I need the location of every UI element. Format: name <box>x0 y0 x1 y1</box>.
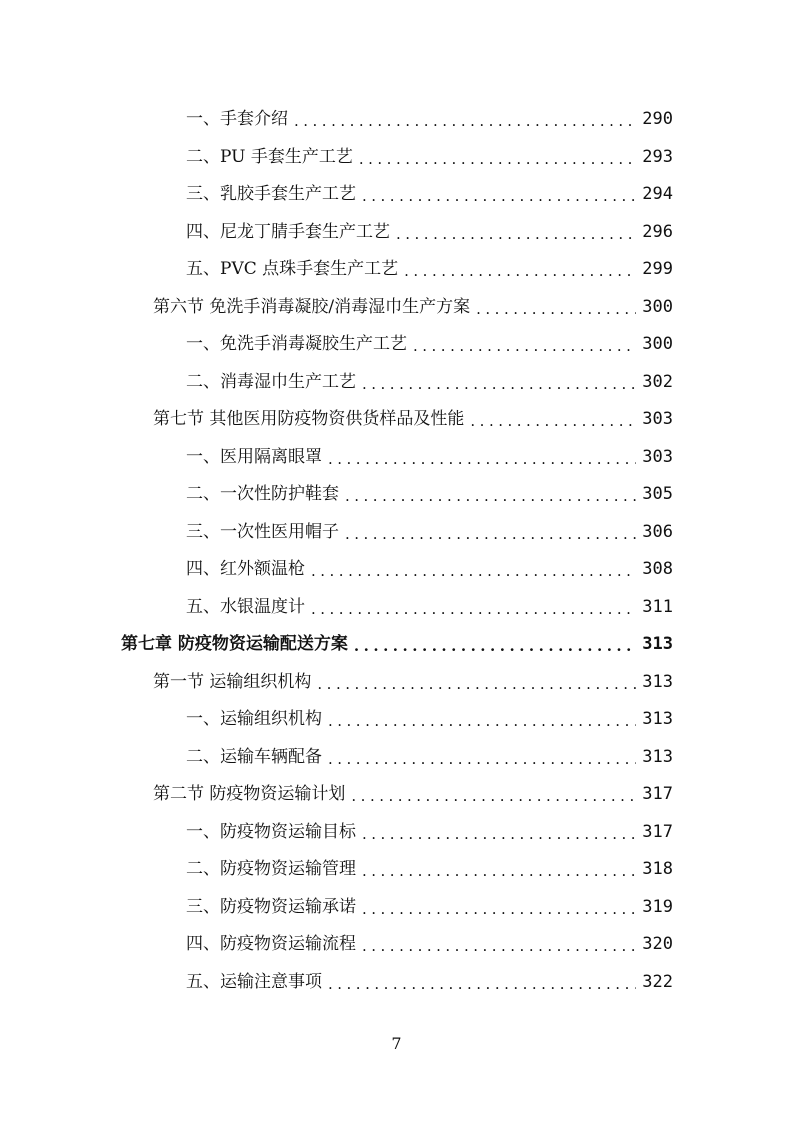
toc-entry[interactable] <box>0 814 793 852</box>
dot-leader <box>311 564 636 579</box>
dot-leader <box>476 302 636 317</box>
dot-leader <box>351 789 636 804</box>
toc-entry-label: 一、手套介绍 <box>186 109 288 130</box>
toc-entry-page: 319 <box>642 896 673 917</box>
toc-entry-label: 三、防疫物资运输承诺 <box>186 896 356 917</box>
toc-entry[interactable] <box>0 776 793 814</box>
dot-leader <box>413 339 636 354</box>
toc-entry-label: 五、PVC 点珠手套生产工艺 <box>186 259 399 280</box>
dot-leader <box>328 714 636 729</box>
dot-leader <box>362 827 636 842</box>
toc-chapter-entry[interactable] <box>0 626 793 664</box>
toc-entry-label: 一、医用隔离眼罩 <box>186 446 322 467</box>
toc-entry-label: 一、运输组织机构 <box>186 709 322 730</box>
page-number: 7 <box>391 1034 402 1053</box>
toc-entry-page: 302 <box>642 371 673 392</box>
toc-entry[interactable] <box>0 139 793 177</box>
toc-entry-label: 第七节 其他医用防疫物资供货样品及性能 <box>153 409 465 430</box>
toc-entry[interactable] <box>0 589 793 627</box>
toc-entry[interactable] <box>0 401 793 439</box>
dot-leader <box>359 152 636 167</box>
toc-entry-label: 二、消毒湿巾生产工艺 <box>186 371 356 392</box>
toc-entry-page: 308 <box>642 559 673 580</box>
toc-entry[interactable] <box>0 101 793 139</box>
toc-entry-label: 一、防疫物资运输目标 <box>186 821 356 842</box>
dot-leader <box>396 227 636 242</box>
dot-leader <box>362 939 636 954</box>
toc-entry-page: 322 <box>642 971 673 992</box>
toc-entry-page: 296 <box>642 221 673 242</box>
dot-leader <box>470 414 636 429</box>
dot-leader <box>362 377 636 392</box>
toc-entry-page: 303 <box>642 446 673 467</box>
toc-entry-label: 一、免洗手消毒凝胶生产工艺 <box>186 334 407 355</box>
dot-leader <box>317 677 636 692</box>
dot-leader <box>362 189 636 204</box>
toc-entry-label: 四、尼龙丁腈手套生产工艺 <box>186 221 390 242</box>
toc-entry-page: 318 <box>642 859 673 880</box>
toc-entry[interactable] <box>0 251 793 289</box>
dot-leader <box>354 639 636 654</box>
toc-entry-page: 311 <box>642 596 673 617</box>
dot-leader <box>345 527 636 542</box>
dot-leader <box>328 452 636 467</box>
toc-entry[interactable] <box>0 964 793 1002</box>
toc-entry-label: 二、一次性防护鞋套 <box>186 484 339 505</box>
toc-entry-page: 290 <box>642 109 673 130</box>
toc-entry-label: 五、水银温度计 <box>186 596 305 617</box>
dot-leader <box>328 752 636 767</box>
toc-entry-page: 313 <box>642 671 673 692</box>
toc-entry-label: 第一节 运输组织机构 <box>153 671 312 692</box>
toc-entry-label: 三、乳胶手套生产工艺 <box>186 184 356 205</box>
toc-entry-label: 二、防疫物资运输管理 <box>186 859 356 880</box>
toc-entry-label: 第二节 防疫物资运输计划 <box>153 784 346 805</box>
toc-entry-label: 二、PU 手套生产工艺 <box>186 146 353 167</box>
toc-entry-label: 五、运输注意事项 <box>186 971 322 992</box>
toc-entry-page: 303 <box>642 409 673 430</box>
toc-entry[interactable] <box>0 926 793 964</box>
toc-entry-label: 四、红外额温枪 <box>186 559 305 580</box>
toc-entry[interactable] <box>0 851 793 889</box>
toc-entry-label: 第六节 免洗手消毒凝胶/消毒湿巾生产方案 <box>153 296 471 317</box>
toc-entry-label: 三、一次性医用帽子 <box>186 521 339 542</box>
toc-entry[interactable] <box>0 889 793 927</box>
dot-leader <box>328 977 636 992</box>
toc-entry[interactable] <box>0 326 793 364</box>
dot-leader <box>345 489 636 504</box>
toc-entry[interactable] <box>0 739 793 777</box>
toc-entry-page: 305 <box>642 484 673 505</box>
dot-leader <box>294 114 636 129</box>
dot-leader <box>404 264 636 279</box>
toc-entry-label: 第七章 防疫物资运输配送方案 <box>121 634 348 655</box>
toc-entry[interactable] <box>0 289 793 327</box>
toc-entry-label: 四、防疫物资运输流程 <box>186 934 356 955</box>
table-of-contents <box>0 101 793 1001</box>
toc-entry[interactable] <box>0 664 793 702</box>
toc-entry-page: 320 <box>642 934 673 955</box>
toc-entry[interactable] <box>0 176 793 214</box>
toc-entry-page: 317 <box>642 784 673 805</box>
toc-entry-page: 300 <box>642 296 673 317</box>
toc-entry[interactable] <box>0 551 793 589</box>
toc-entry-page: 313 <box>642 746 673 767</box>
toc-entry-label: 二、运输车辆配备 <box>186 746 322 767</box>
toc-entry-page: 306 <box>642 521 673 542</box>
toc-entry[interactable] <box>0 476 793 514</box>
toc-entry[interactable] <box>0 701 793 739</box>
dot-leader <box>311 602 636 617</box>
toc-entry-page: 300 <box>642 334 673 355</box>
dot-leader <box>362 902 636 917</box>
toc-entry[interactable] <box>0 514 793 552</box>
toc-entry-page: 317 <box>642 821 673 842</box>
toc-entry-page: 293 <box>642 146 673 167</box>
toc-entry[interactable] <box>0 214 793 252</box>
toc-entry-page: 294 <box>642 184 673 205</box>
toc-entry-page: 299 <box>642 259 673 280</box>
toc-entry-page: 313 <box>642 634 673 655</box>
dot-leader <box>362 864 636 879</box>
toc-entry[interactable] <box>0 439 793 477</box>
toc-entry[interactable] <box>0 364 793 402</box>
toc-entry-page: 313 <box>642 709 673 730</box>
